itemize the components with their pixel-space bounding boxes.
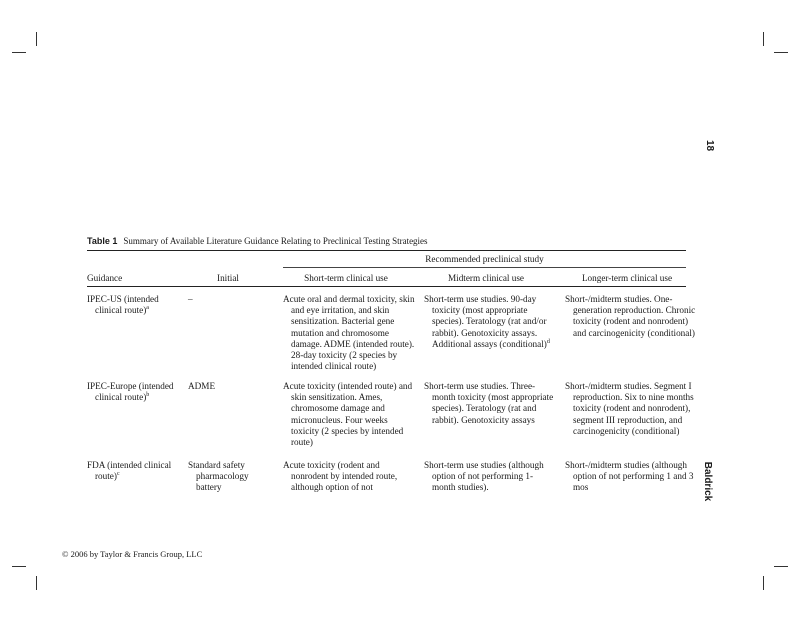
crop-mark: [774, 566, 788, 567]
cell-longer-term: Short-/midterm studies. One-generation reproduction. Chronic toxicity (rodent and nonrodent) and carcinogenicity (conditional): [565, 294, 696, 338]
running-head: Baldrick: [702, 461, 714, 502]
cell-short-term: Acute toxicity (intended route) and skin sensitization. Ames, chromosome damage and micronucleus. Four weeks toxicity (2 species by intended route): [283, 381, 413, 448]
cell-longer-term: Short-/midterm studies. Segment I reproduction. Six to nine months toxicity (rodent and nonrodent), segment III reproduction, and carcinogenicity (conditional): [565, 381, 694, 436]
col-header-short-term: Short-term clinical use: [304, 273, 388, 283]
col-header-initial: Initial: [217, 273, 239, 283]
crop-mark: [12, 52, 26, 53]
crop-mark: [12, 566, 26, 567]
top-rule: [87, 250, 686, 251]
page-number: 18: [704, 139, 716, 152]
cell-guidance: FDA (intended clinical route)$^c$: [87, 460, 172, 482]
cell-short-term: Acute oral and dermal toxicity, skin and eye irritation, and skin sensitization. Bacterial gene mutation and chromosome damage. ADME (intended route). 28-day toxicity (2 species by intended clinical route): [283, 294, 415, 372]
col-header-longer-term: Longer-term clinical use: [581, 273, 673, 283]
crop-mark: [36, 32, 37, 46]
table-caption: [87, 236, 428, 246]
cell-midterm: Short-term use studies. Three-month toxicity (most appropriate species). Teratology (rat and rabbit). Genotoxicity assays: [424, 381, 554, 425]
cell-initial: ADME: [188, 381, 216, 391]
header-group: Recommended preclinical study: [425, 254, 544, 264]
col-header-midterm: Midterm clinical use: [447, 273, 525, 283]
col-header-guidance: Guidance: [87, 273, 123, 283]
cell-guidance: IPEC-US (intended clinical route)$^a$: [87, 294, 159, 316]
crop-mark: [774, 52, 788, 53]
table-label: Table 1: [87, 236, 118, 246]
cell-short-term: Acute toxicity (rodent and nonrodent by intended route, although option of not: [283, 460, 398, 493]
cell-guidance: IPEC-Europe (intended clinical route)$^b$: [87, 381, 174, 403]
crop-mark: [763, 32, 764, 46]
cell-midterm: Short-term use studies. 90-day toxicity (most appropriate species). Teratology (rat and/or rabbit). Genotoxicity assays. Additional assays (conditional)$^d$: [424, 294, 550, 349]
cell-longer-term: Short-/midterm studies (although option of not performing 1 and 3 mos: [565, 460, 694, 493]
crop-mark: [763, 576, 764, 590]
cell-midterm: Short-term use studies (although option of not performing 1-month studies).: [424, 460, 544, 493]
cell-initial: –: [188, 294, 193, 304]
header-rule: [87, 286, 686, 287]
table-title: Summary of Available Literature Guidance Relating to Preclinical Testing Strategies: [123, 236, 428, 246]
copyright-footer: © 2006 by Taylor & Francis Group, LLC: [62, 549, 203, 559]
crop-mark: [36, 576, 37, 590]
cell-initial: Standard safety pharmacology battery: [188, 460, 249, 493]
group-rule: [283, 267, 686, 268]
